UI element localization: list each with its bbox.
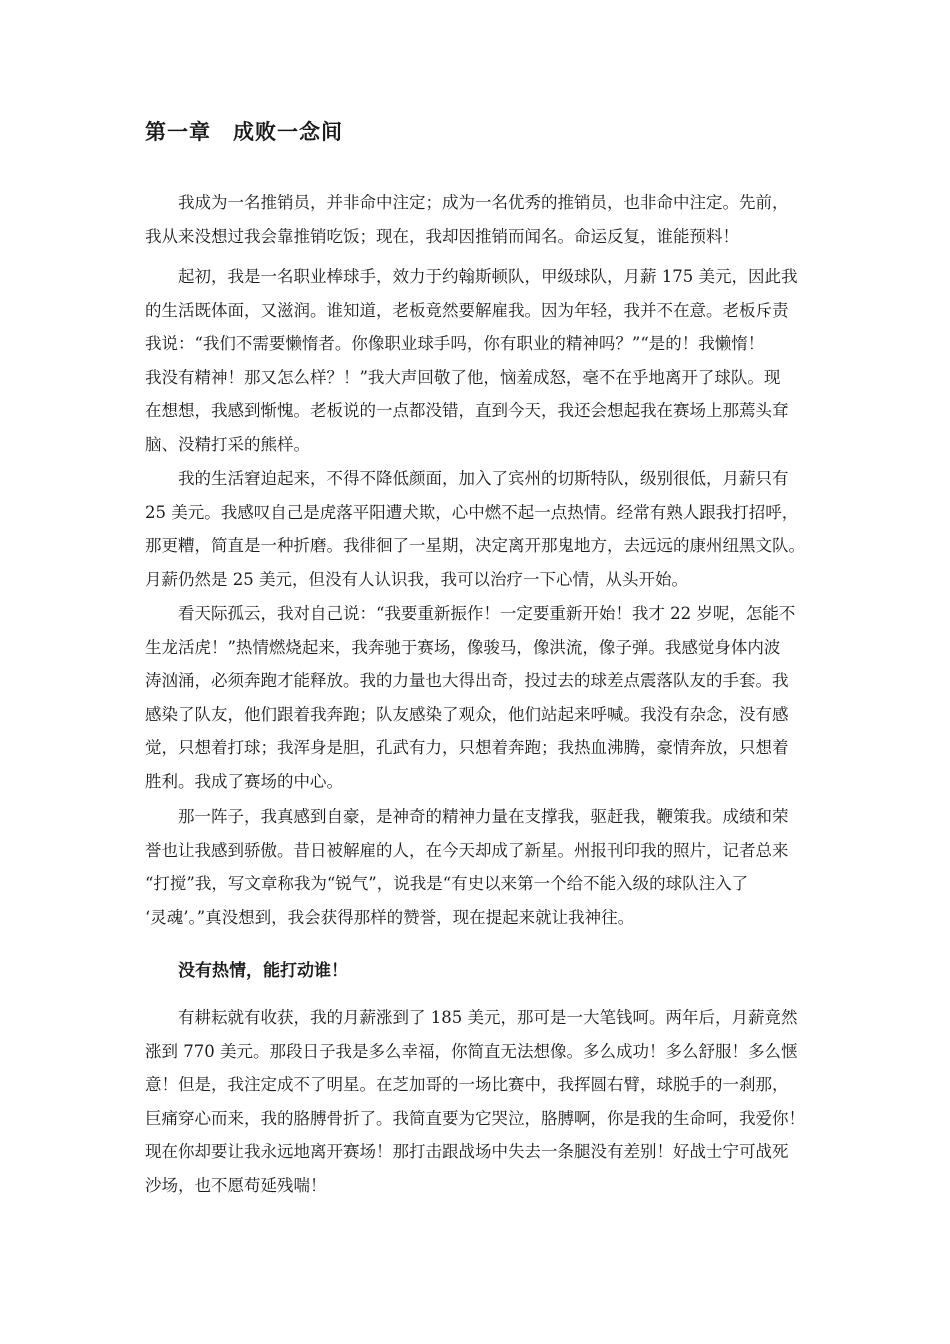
- paragraph: [145, 597, 810, 798]
- paragraph: [145, 462, 810, 596]
- text-line: 我没有精神！那又怎么样？！”我大声回敬了他，恼羞成怒，毫不在乎地离开了球队。现: [145, 367, 781, 387]
- text-line: 意！但是，我注定成不了明星。在芝加哥的一场比赛中，我挥圆右臂，球脱手的一刹那，: [145, 1075, 789, 1094]
- section-heading: 没有热情，能打动谁！: [178, 961, 348, 981]
- text-line: 觉，只想着打球；我浑身是胆，孔武有力，只想着奔跑；我热血沸腾，豪情奔放，只想着: [145, 738, 789, 757]
- text-line: 我的生活窘迫起来，不得不降低颜面，加入了宾州的切斯特队，级别很低，月薪只有: [178, 469, 789, 488]
- text-line: 生龙活虎！”热情燃烧起来，我奔驰于赛场，像骏马，像洪流，像子弹。我感觉身体内波: [145, 637, 781, 657]
- text-line: 看天际孤云，我对自己说：“我要重新振作！一定要重新开始！我才 22 岁呢，怎能不: [178, 604, 796, 623]
- text-line: 感染了队友，他们跟着我奔跑；队友感染了观众，他们站起来呼喊。我没有杂念，没有感: [145, 704, 789, 724]
- paragraph: [145, 1001, 810, 1202]
- text-line: 的生活既体面，又滋润。谁知道，老板竟然要解雇我。因为年轻，我并不在意。老板斥责: [145, 300, 789, 320]
- text-line: 涨到 770 美元。那段日子我是多么幸福，你简直无法想像。多么成功！多么舒服！多么惬: [145, 1041, 798, 1061]
- paragraph: [145, 260, 810, 461]
- text-line: 在想想，我感到惭愧。老板说的一点都没错，直到今天，我还会想起我在赛场上那蔫头耷: [145, 401, 789, 420]
- text-line: 我从来没想过我会靠推销吃饭；现在，我却因推销而闻名。命运反复，谁能预料！: [145, 226, 739, 246]
- paragraph: [145, 186, 810, 253]
- text-line: 涛汹涌，必须奔跑才能释放。我的力量也大得出奇，投过去的球差点震落队友的手套。我: [145, 671, 789, 690]
- text-line: ‘灵魂’。”真没想到，我会获得那样的赞誉，现在提起来就让我神往。: [145, 907, 635, 927]
- text-line: 那一阵子，我真感到自豪，是神奇的精神力量在支撑我，驱赶我，鞭策我。成绩和荣: [178, 807, 789, 826]
- text-line: 我成为一名推销员，并非命中注定；成为一名优秀的推销员，也非命中注定。先前，: [178, 193, 789, 212]
- text-line: 巨痛穿心而来，我的胳膊骨折了。我简直要为它哭泣，胳膊啊，你是我的生命呵，我爱你！: [145, 1108, 805, 1128]
- chapter-title: 第一章 成败一念间: [145, 120, 343, 144]
- text-line: 月薪仍然是 25 美元，但没有人认识我，我可以治疗一下心情，从头开始。: [145, 569, 688, 589]
- text-line: “打搅”我，写文章称我为“锐气”，说我是“有史以来第一个给不能入级的球队注入了: [145, 874, 749, 893]
- text-line: 胜利。我成了赛场的中心。: [145, 771, 343, 791]
- text-line: 那更糟，简直是一种折磨。我徘徊了一星期，决定离开那鬼地方，去远远的康州纽黑文队。: [145, 536, 805, 555]
- text-line: 25 美元。我感叹自己是虎落平阳遭犬欺，心中燃不起一点热情。经常有熟人跟我打招呼，: [145, 502, 799, 522]
- text-line: 誉也让我感到骄傲。昔日被解雇的人，在今天却成了新星。州报刊印我的照片，记者总来: [145, 840, 789, 860]
- text-line: 有耕耘就有收获，我的月薪涨到了 185 美元，那可是一大笔钱呵。两年后，月薪竟然: [178, 1008, 798, 1027]
- paragraph: [145, 800, 810, 934]
- text-line: 沙场，也不愿苟延残喘！: [145, 1175, 327, 1195]
- text-line: 我说：“我们不需要懒惰者。你像职业球手吗，你有职业的精神吗？”“是的！我懒惰！: [145, 334, 765, 353]
- text-line: 起初，我是一名职业棒球手，效力于约翰斯顿队，甲级球队，月薪 175 美元，因此我: [178, 267, 798, 286]
- text-line: 脑、没精打采的熊样。: [145, 434, 310, 454]
- text-line: 现在你却要让我永远地离开赛场！那打击跟战场中失去一条腿没有差别！好战士宁可战死: [145, 1142, 789, 1161]
